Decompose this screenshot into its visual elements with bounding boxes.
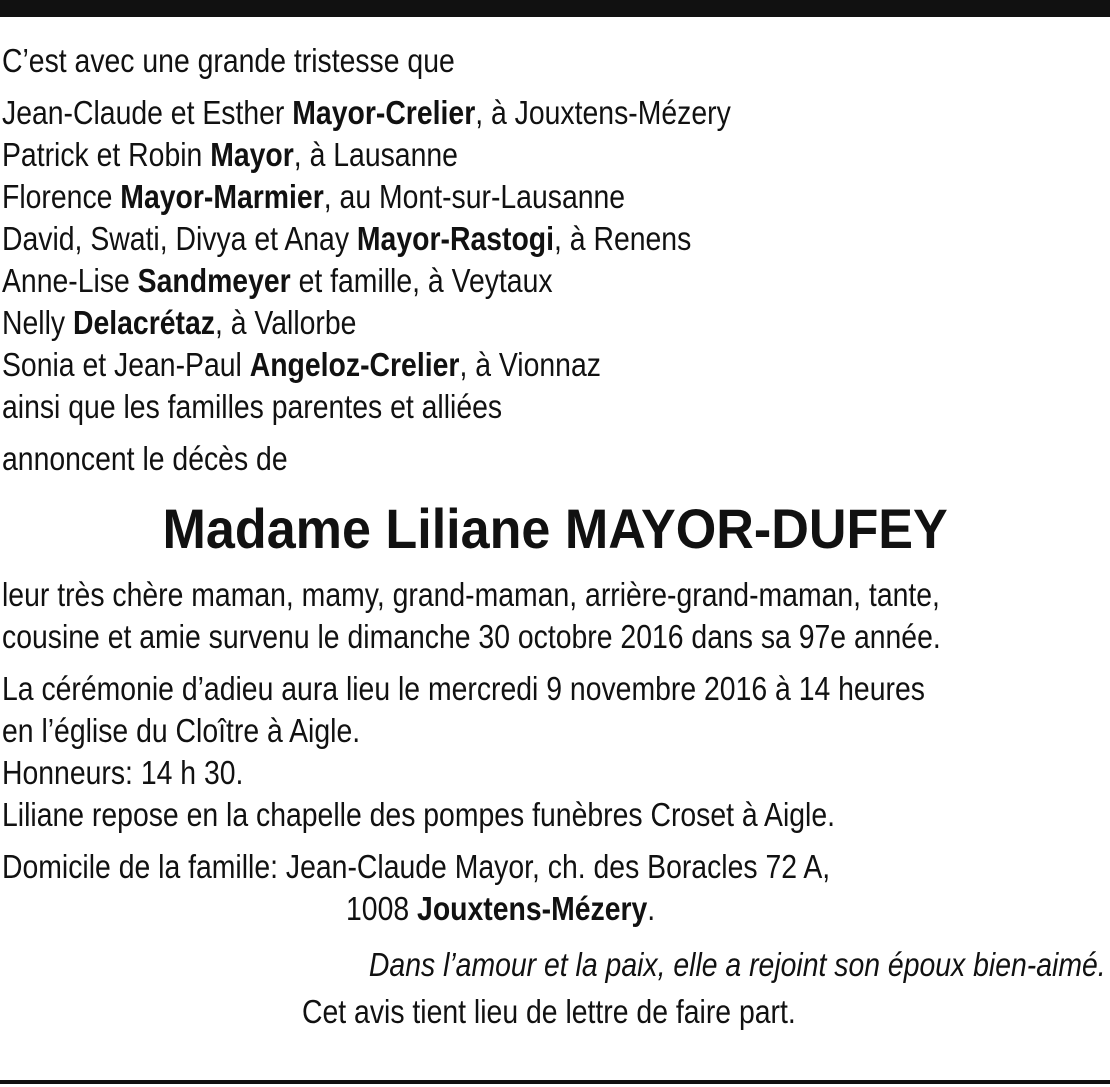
family-location: , à Vallorbe: [214, 304, 357, 341]
family-location: , à Lausanne: [293, 136, 458, 173]
bottom-rule: [0, 1080, 1110, 1084]
deceased-name-text: Madame Liliane MAYOR-DUFEY: [162, 497, 948, 560]
family-location: , à Renens: [554, 220, 692, 257]
domicile-end: .: [647, 890, 656, 927]
relatives-text: ainsi que les familles parentes et alliées: [2, 388, 503, 425]
ceremony-block: [2, 668, 1108, 836]
family-first-names: Nelly: [2, 304, 73, 341]
family-line: [2, 134, 953, 176]
family-first-names: Anne-Lise: [2, 262, 138, 299]
announcement-text: annoncent le décès de: [2, 440, 288, 477]
family-list: [2, 92, 1108, 386]
ceremony-line: La cérémonie d’adieu aura lieu le mercredi 9 novembre 2016 à 14 heures: [2, 670, 925, 707]
domicile-postcode: 1008: [346, 890, 418, 927]
description-line: cousine et amie survenu le dimanche 30 octobre 2016 dans sa 97e année.: [2, 618, 941, 655]
domicile-city: Jouxtens-Mézery: [417, 890, 648, 927]
family-location: et famille, à Veytaux: [290, 262, 553, 299]
family-line: [2, 344, 953, 386]
ceremony-line: Liliane repose en la chapelle des pompes funèbres Croset à Aigle.: [2, 796, 836, 833]
family-surname: Mayor: [210, 136, 294, 173]
family-surname: Angeloz-Crelier: [249, 346, 460, 383]
description-block: [2, 574, 1108, 658]
top-rule: [0, 0, 1110, 17]
obituary-notice: [2, 40, 1108, 1036]
family-first-names: David, Swati, Divya et Anay: [2, 220, 357, 257]
ceremony-line: Honneurs: 14 h 30.: [2, 754, 244, 791]
family-line: [2, 260, 953, 302]
family-location: , au Mont-sur-Lausanne: [323, 178, 626, 215]
closing-quote: [2, 942, 1108, 988]
domicile-line: Domicile de la famille: Jean-Claude Mayor, ch. des Boracles 72 A,: [2, 848, 831, 885]
family-first-names: Patrick et Robin: [2, 136, 211, 173]
domicile-block: [2, 846, 1108, 930]
family-surname: Delacrétaz: [72, 304, 215, 341]
family-line: [2, 302, 953, 344]
ceremony-line: en l’église du Cloître à Aigle.: [2, 712, 361, 749]
intro-text: C’est avec une grande tristesse que: [2, 42, 455, 79]
closing-quote-text: Dans l’amour et la paix, elle a rejoint son époux bien-aimé.: [369, 946, 1106, 983]
family-line: [2, 92, 953, 134]
family-surname: Mayor-Rastogi: [356, 220, 555, 257]
family-surname: Sandmeyer: [137, 262, 291, 299]
domicile-city-line: [2, 888, 953, 930]
family-line: [2, 218, 953, 260]
description-line: leur très chère maman, mamy, grand-maman, arrière-grand-maman, tante,: [2, 576, 940, 613]
family-surname: Mayor-Marmier: [120, 178, 324, 215]
family-first-names: Sonia et Jean-Paul: [2, 346, 250, 383]
family-line: [2, 176, 953, 218]
deceased-name: [2, 494, 1108, 564]
footer-note-text: Cet avis tient lieu de lettre de faire part.: [302, 993, 796, 1030]
family-first-names: Florence: [2, 178, 121, 215]
family-location: , à Jouxtens-Mézery: [475, 94, 731, 131]
family-surname: Mayor-Crelier: [292, 94, 476, 131]
family-location: , à Vionnaz: [459, 346, 601, 383]
footer-note: [2, 988, 1108, 1036]
family-first-names: Jean-Claude et Esther: [2, 94, 293, 131]
